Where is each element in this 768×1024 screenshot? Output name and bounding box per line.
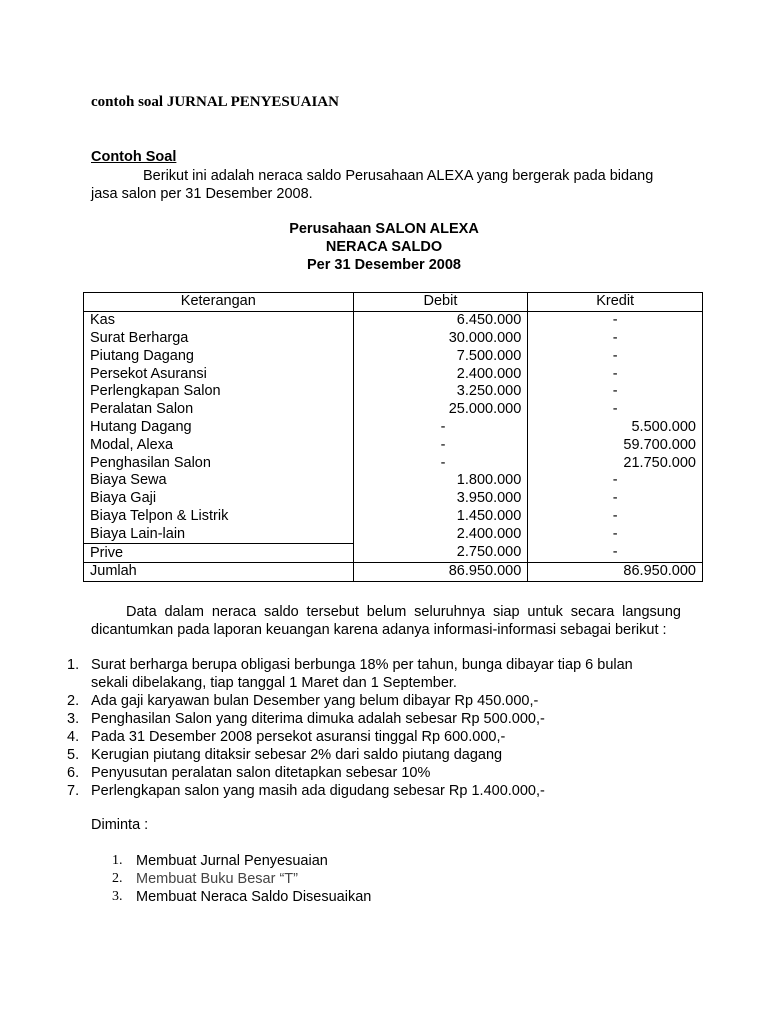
- trial-balance-table: [83, 292, 703, 582]
- info-line-3: berikut :: [614, 622, 667, 638]
- task-text: Membuat Neraca Saldo Disesuaikan: [136, 889, 372, 905]
- row-kredit: -: [528, 472, 703, 490]
- task-number: 1.: [112, 853, 123, 868]
- list-item-number: 2.: [67, 693, 80, 709]
- list-item-text: Ada gaji karyawan bulan Desember yang belum dibayar Rp 450.000,-: [91, 693, 539, 709]
- table-row: [84, 454, 703, 472]
- list-item: [0, 746, 720, 764]
- row-debit: 1.450.000: [353, 508, 528, 526]
- row-keterangan: Biaya Telpon & Listrik: [84, 508, 354, 526]
- list-item: [0, 710, 720, 728]
- row-keterangan: Peralatan Salon: [84, 401, 354, 419]
- row-debit: 6.450.000: [353, 311, 528, 329]
- row-keterangan: Prive: [84, 544, 354, 563]
- row-keterangan: Surat Berharga: [84, 330, 354, 348]
- header-keterangan: Keterangan: [84, 293, 354, 312]
- task-item: [0, 852, 371, 870]
- row-debit: -: [353, 454, 528, 472]
- info-paragraph: [91, 603, 681, 639]
- list-item-text: Kerugian piutang ditaksir sebesar 2% dari saldo piutang dagang: [91, 747, 503, 763]
- diminta-label: Diminta :: [91, 817, 149, 833]
- row-keterangan: Modal, Alexa: [84, 436, 354, 454]
- task-number: 2.: [112, 871, 123, 886]
- list-item-text: Penyusutan peralatan salon ditetapkan sebesar 10%: [91, 765, 431, 781]
- task-number: 3.: [112, 889, 123, 904]
- table-row: [84, 311, 703, 329]
- table-header-row: [84, 293, 703, 312]
- list-item-number: 6.: [67, 765, 80, 781]
- list-item-number: 1.: [67, 657, 80, 673]
- row-keterangan: Piutang Dagang: [84, 347, 354, 365]
- tasks-list: [0, 852, 371, 906]
- list-item: [0, 782, 720, 800]
- header-debit: Debit: [353, 293, 528, 312]
- table-row: [84, 401, 703, 419]
- row-kredit: -: [528, 365, 703, 383]
- row-keterangan: Perlengkapan Salon: [84, 383, 354, 401]
- row-debit: 2.400.000: [353, 365, 528, 383]
- row-debit: 30.000.000: [353, 330, 528, 348]
- row-kredit: -: [528, 401, 703, 419]
- info-line-2: dicantumkan pada laporan keuangan karena adanya informasi-informasi sebagai: [91, 622, 611, 638]
- row-debit: 7.500.000: [353, 347, 528, 365]
- report-period: Per 31 Desember 2008: [307, 257, 461, 273]
- row-kredit: -: [528, 330, 703, 348]
- table-row: [84, 544, 703, 563]
- row-debit: -: [353, 436, 528, 454]
- intro-line-2: jasa salon per 31 Desember 2008.: [91, 186, 313, 202]
- row-debit: 3.950.000: [353, 490, 528, 508]
- row-keterangan: Penghasilan Salon: [84, 454, 354, 472]
- task-item: [0, 888, 371, 906]
- row-keterangan: Hutang Dagang: [84, 419, 354, 437]
- row-keterangan: Kas: [84, 311, 354, 329]
- total-kredit: 86.950.000: [528, 562, 703, 581]
- intro-paragraph: [91, 167, 691, 203]
- section-heading: Contoh Soal: [91, 149, 177, 165]
- table-row: [84, 436, 703, 454]
- list-item-text: Pada 31 Desember 2008 persekot asuransi tinggal Rp 600.000,-: [91, 729, 506, 745]
- row-debit: 25.000.000: [353, 401, 528, 419]
- document-title: contoh soal JURNAL PENYESUAIAN: [91, 94, 339, 110]
- table-row: [84, 365, 703, 383]
- report-company: Perusahaan SALON ALEXA: [289, 221, 479, 237]
- adjustment-notes-list: [0, 656, 720, 800]
- row-keterangan: Biaya Lain-lain: [84, 525, 354, 543]
- list-item-number: 4.: [67, 729, 80, 745]
- list-item-number: 3.: [67, 711, 80, 727]
- row-keterangan: Biaya Sewa: [84, 472, 354, 490]
- row-kredit: 21.750.000: [528, 454, 703, 472]
- list-item-number: 7.: [67, 783, 80, 799]
- row-kredit: -: [528, 383, 703, 401]
- row-debit: 3.250.000: [353, 383, 528, 401]
- list-item-text: Surat berharga berupa obligasi berbunga 18% per tahun, bunga dibayar tiap 6 bulan: [91, 657, 633, 673]
- list-item-number: 5.: [67, 747, 80, 763]
- report-name: NERACA SALDO: [325, 239, 443, 255]
- row-kredit: -: [528, 525, 703, 543]
- row-kredit: -: [528, 508, 703, 526]
- task-text: Membuat Jurnal Penyesuaian: [136, 853, 328, 869]
- list-item-text-continued: sekali dibelakang, tiap tanggal 1 Maret dan 1 September.: [91, 675, 457, 691]
- table-row: [84, 419, 703, 437]
- row-kredit: -: [528, 490, 703, 508]
- list-item-text: Penghasilan Salon yang diterima dimuka adalah sebesar Rp 500.000,-: [91, 711, 545, 727]
- row-debit: 1.800.000: [353, 472, 528, 490]
- header-kredit: Kredit: [528, 293, 703, 312]
- row-kredit: -: [528, 347, 703, 365]
- row-kredit: -: [528, 311, 703, 329]
- table-row: [84, 525, 703, 543]
- table-row: [84, 490, 703, 508]
- row-debit: -: [353, 419, 528, 437]
- table-row: [84, 472, 703, 490]
- row-keterangan: Persekot Asuransi: [84, 365, 354, 383]
- total-label: Jumlah: [84, 562, 354, 581]
- row-kredit: 5.500.000: [528, 419, 703, 437]
- row-kredit: -: [528, 544, 703, 563]
- row-keterangan: Biaya Gaji: [84, 490, 354, 508]
- report-header: [84, 220, 684, 274]
- list-item: [0, 764, 720, 782]
- table-row: [84, 508, 703, 526]
- table-row: [84, 330, 703, 348]
- table-row: [84, 347, 703, 365]
- info-line-1: Data dalam neraca saldo tersebut belum seluruhnya siap untuk secara langsung: [126, 604, 681, 620]
- table-total-row: [84, 562, 703, 581]
- row-debit: 2.750.000: [353, 544, 528, 563]
- row-kredit: 59.700.000: [528, 436, 703, 454]
- intro-line-1: Berikut ini adalah neraca saldo Perusahaan ALEXA yang bergerak pada bidang: [143, 168, 654, 184]
- list-item-text: Perlengkapan salon yang masih ada digudang sebesar Rp 1.400.000,-: [91, 783, 545, 799]
- list-item: [0, 692, 720, 710]
- table-row: [84, 383, 703, 401]
- task-text: Membuat Buku Besar “T”: [136, 871, 298, 887]
- task-item: [0, 870, 371, 888]
- row-debit: 2.400.000: [353, 525, 528, 543]
- list-item: [0, 656, 720, 692]
- list-item: [0, 728, 720, 746]
- total-debit: 86.950.000: [353, 562, 528, 581]
